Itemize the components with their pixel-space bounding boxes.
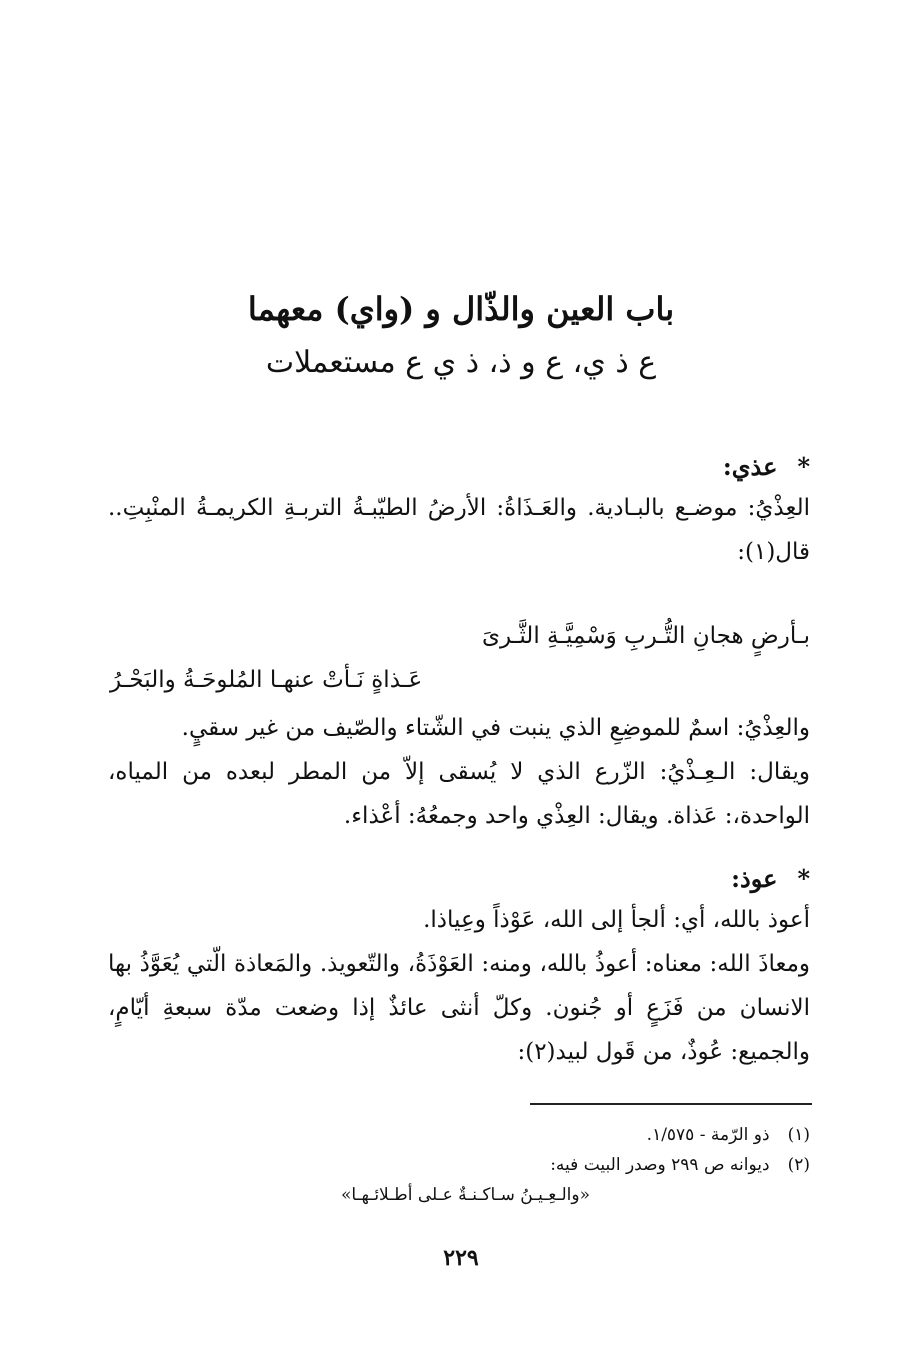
chapter-subtitle: ع ذ ي، ع و ذ، ذ ي ع مستعملات xyxy=(265,345,657,380)
footnote-quote: «والـعِـيـنُ سـاكـنـةٌ عـلى أطـلائـهـا» xyxy=(340,1185,590,1205)
footnote-divider xyxy=(530,1103,812,1105)
entry-2-definition xyxy=(108,898,810,1074)
paragraph: ومعاذَ الله: معناه: أعوذُ بالله، ومنه: العَوْذَةُ، والتّعويذ. والمَعاذة الّتي يُعَوَّذُ بها الانسان من فَزَعٍ أو جُنون. وكلّ أنثى عائذٌ إذا وضعت مدّة سبعةِ أيّامٍ، والجميع: عُوذٌ، من قَول لبيد(٢): xyxy=(108,951,810,1065)
paragraph: ويقال: الـعِـذْيُ: الزّرع الذي لا يُسقى إلاّ من المطر لبعده من المياه، الواحدة،: عَذاة. ويقال: العِذْي واحد وجمعُهُ: أعْذاء. xyxy=(108,759,810,829)
footnote-2 xyxy=(200,1150,810,1180)
footnote-1 xyxy=(200,1120,810,1150)
paragraph: أعوذ بالله، أي: ألجأ إلى الله، عَوْذاً وعِياذا. xyxy=(423,907,810,933)
entry-1-continuation xyxy=(108,706,810,838)
verse-hemistich-2: عَـذاةٍ نَـأتْ عنهـا المُلوحَـةُ والبَحْـرُ xyxy=(110,667,423,693)
footnote-number: (١) xyxy=(787,1125,810,1145)
chapter-title: باب العين والذّال و (واي) معهما xyxy=(247,290,675,328)
footnote-text: ديوانه ص ٢٩٩ وصدر البيت فيه: xyxy=(550,1155,770,1175)
footnotes xyxy=(200,1120,810,1210)
entry-heading-2 xyxy=(731,864,810,893)
footnote-number: (٢) xyxy=(787,1155,810,1175)
entry-heading-1 xyxy=(723,452,810,481)
entry-marker: * xyxy=(797,864,810,893)
entry-marker: * xyxy=(797,452,810,481)
entry-1-definition xyxy=(108,486,810,574)
page-number: ٢٢٩ xyxy=(443,1245,479,1271)
poem-verse xyxy=(110,614,810,702)
entry-headword: عذي: xyxy=(722,452,778,481)
verse-hemistich-1: بـأرضٍ هجانِ التُّـربِ وَسْمِيَّـةِ الثَّـرىَ xyxy=(481,623,810,649)
paragraph: والعِذْيُ: اسمٌ للموضِعِ الذي ينبت في الشّتاء والصّيف من غير سقيٍ. xyxy=(181,715,810,741)
footnote-text: ذو الرّمة - ١/٥٧٥. xyxy=(646,1125,770,1145)
entry-headword: عوذ: xyxy=(731,864,778,893)
paragraph: العِذْيُ: موضـع بالبـادية. والعَـذَاةُ: الأرضُ الطيّبـةُ التربـةِ الكريمـةُ المنْبِتِ.. قال(١): xyxy=(108,495,810,565)
